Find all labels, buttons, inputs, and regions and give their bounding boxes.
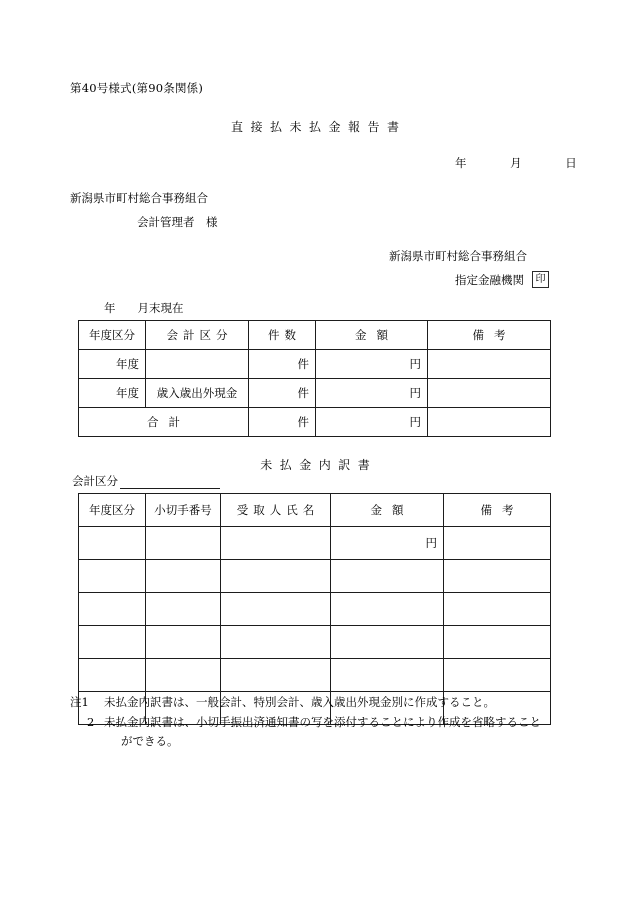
as-of-date-line[interactable] — [104, 300, 184, 316]
document-title: 直接払未払金報告書 — [230, 120, 407, 134]
table-total-row — [79, 408, 551, 437]
cell-fiscal-year[interactable] — [79, 593, 146, 626]
note-2-continuation: ができる。 — [121, 734, 179, 749]
table-row — [79, 379, 551, 408]
cell-note[interactable] — [428, 379, 551, 408]
note-2-label: 2 — [87, 714, 95, 729]
account-class-label: 会計区分 — [72, 474, 118, 488]
cell-amount[interactable] — [331, 593, 444, 626]
summary-table — [78, 320, 551, 437]
cell-check-number[interactable] — [146, 593, 221, 626]
cell-amount[interactable] — [331, 626, 444, 659]
cell-fiscal-year[interactable] — [79, 527, 146, 560]
table-header-row — [79, 494, 551, 527]
seal-stamp-box[interactable]: 印 — [532, 271, 549, 288]
cell-check-number[interactable] — [146, 659, 221, 692]
cell-payee-name[interactable] — [221, 626, 331, 659]
cell-check-number[interactable] — [146, 527, 221, 560]
cell-fiscal-year[interactable]: 年度 — [79, 350, 146, 379]
table-row — [79, 527, 551, 560]
cell-payee-name[interactable] — [221, 659, 331, 692]
sender-role-label: 指定金融機関 — [455, 272, 524, 287]
notes-section — [70, 694, 590, 750]
header-payee-name: 受取人氏名 — [221, 494, 331, 527]
header-fiscal-year: 年度区分 — [79, 321, 146, 350]
table-row — [79, 626, 551, 659]
cell-account-class[interactable] — [146, 350, 249, 379]
header-amount: 金額 — [316, 321, 428, 350]
header-account-class: 会計区分 — [146, 321, 249, 350]
note-2-text: 未払金内訳書は、小切手振出済通知書の写を添付することにより作成を省略すること — [104, 714, 541, 729]
account-class-input[interactable] — [120, 475, 220, 489]
addressee-person: 会計管理者 様 — [137, 215, 218, 229]
cell-note[interactable] — [444, 593, 551, 626]
account-class-field — [72, 473, 220, 489]
cell-count[interactable]: 件 — [249, 379, 316, 408]
cell-payee-name[interactable] — [221, 560, 331, 593]
cell-fiscal-year[interactable]: 年度 — [79, 379, 146, 408]
cell-note[interactable] — [444, 527, 551, 560]
cell-total-note[interactable] — [428, 408, 551, 437]
cell-account-class[interactable]: 歳入歳出外現金 — [146, 379, 249, 408]
cell-total-label: 合計 — [79, 408, 249, 437]
form-code: 第40号様式(第90条関係) — [70, 81, 204, 95]
cell-fiscal-year[interactable] — [79, 659, 146, 692]
cell-payee-name[interactable] — [221, 593, 331, 626]
note-item — [70, 714, 590, 731]
note-item — [70, 694, 590, 711]
header-check-number: 小切手番号 — [146, 494, 221, 527]
cell-payee-name[interactable] — [221, 527, 331, 560]
cell-note[interactable] — [444, 626, 551, 659]
header-note: 備考 — [428, 321, 551, 350]
note-1-label: 注1 — [70, 695, 89, 709]
cell-amount[interactable] — [331, 560, 444, 593]
cell-total-amount[interactable]: 円 — [316, 408, 428, 437]
table-row — [79, 350, 551, 379]
cell-amount[interactable]: 円 — [316, 350, 428, 379]
sender-organization: 新潟県市町村総合事務組合 — [389, 249, 527, 263]
header-amount: 金額 — [331, 494, 444, 527]
breakdown-title: 未払金内訳書 — [260, 458, 378, 472]
table-row — [79, 593, 551, 626]
sender-role-row — [455, 271, 549, 288]
cell-note[interactable] — [444, 560, 551, 593]
cell-total-count[interactable]: 件 — [249, 408, 316, 437]
cell-fiscal-year[interactable] — [79, 560, 146, 593]
cell-amount[interactable]: 円 — [316, 379, 428, 408]
as-of-year-label: 年 — [104, 301, 116, 315]
header-note: 備考 — [444, 494, 551, 527]
table-row — [79, 560, 551, 593]
cell-amount[interactable] — [331, 659, 444, 692]
table-row — [79, 659, 551, 692]
cell-count[interactable]: 件 — [249, 350, 316, 379]
cell-note[interactable] — [444, 659, 551, 692]
cell-fiscal-year[interactable] — [79, 626, 146, 659]
note-1-text: 未払金内訳書は、一般会計、特別会計、歳入歳出外現金別に作成すること。 — [104, 695, 495, 709]
header-count: 件数 — [249, 321, 316, 350]
cell-check-number[interactable] — [146, 626, 221, 659]
table-header-row — [79, 321, 551, 350]
cell-note[interactable] — [428, 350, 551, 379]
breakdown-table — [78, 493, 551, 725]
cell-amount[interactable]: 円 — [331, 527, 444, 560]
cell-check-number[interactable] — [146, 560, 221, 593]
as-of-month-label: 月末現在 — [137, 301, 184, 315]
addressee-organization: 新潟県市町村総合事務組合 — [70, 191, 208, 205]
date-line[interactable]: 年 月 日 — [455, 156, 597, 170]
header-fiscal-year: 年度区分 — [79, 494, 146, 527]
